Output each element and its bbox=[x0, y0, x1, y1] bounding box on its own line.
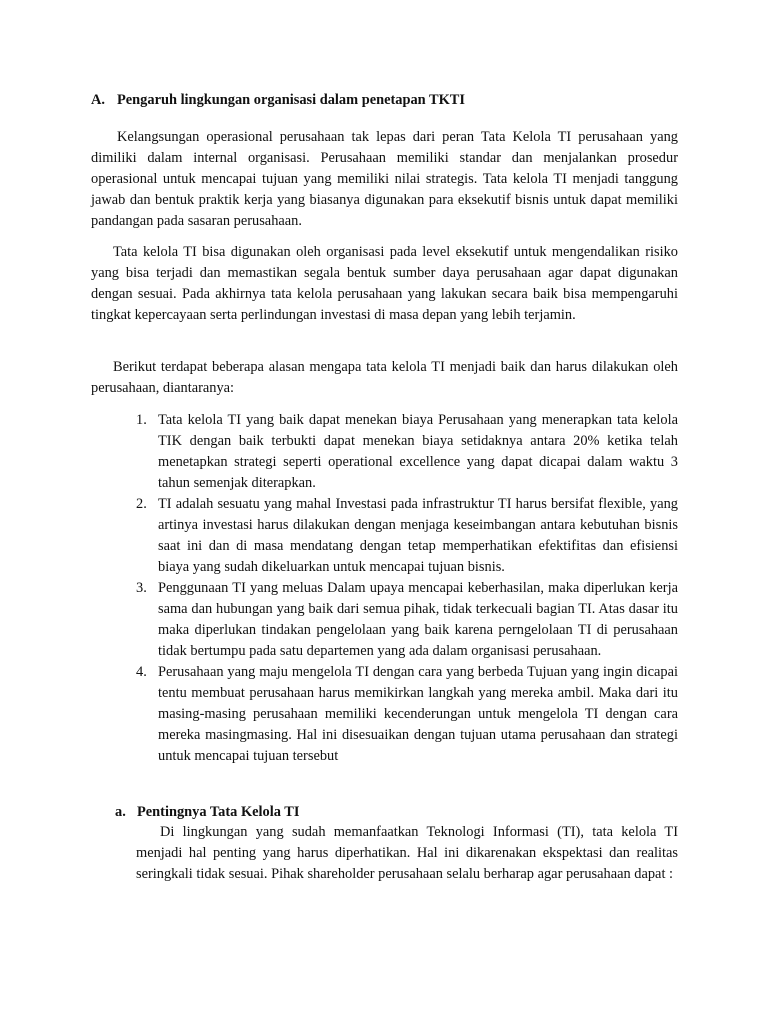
section-number: A. bbox=[91, 92, 105, 108]
paragraph-1: Kelangsungan operasional perusahaan tak lepas dari peran Tata Kelola TI perusahaan yang dimiliki dalam internal organisasi. Perusahaan memiliki standar dan menjalankan prosedur operasional untuk mencapai tujuan yang memiliki nilai strategis. Tata kelola TI menjadi tanggung jawab dan bentuk praktik kerja yang biasanya digunakan para eksekutif bisnis untuk dapat memiliki pandangan pada sasaran perusahaan. bbox=[91, 129, 678, 229]
list-item bbox=[136, 494, 678, 578]
reasons-list bbox=[136, 410, 678, 767]
paragraph-2: Tata kelola TI bisa digunakan oleh organisasi pada level eksekutif untuk mengendalikan risiko yang bisa terjadi dan memastikan segala bentuk sumber daya perusahaan agar dapat digunakan dengan sesuai. Pada akhirnya tata kelola perusahaan yang lakukan secara baik bisa mempengaruhi tingkat kepercayaan serta perlindungan investasi di masa depan yang lebih terjamin. bbox=[91, 244, 678, 323]
paragraph-3: Berikut terdapat beberapa alasan mengapa tata kelola TI menjadi baik dan harus dilakukan oleh perusahaan, diantaranya: bbox=[91, 359, 678, 396]
section-title: Pengaruh lingkungan organisasi dalam penetapan TKTI bbox=[117, 92, 466, 108]
list-item-text: Perusahaan yang maju mengelola TI dengan cara yang berbeda Tujuan yang ingin dicapai tentu membuat perusahaan harus memikirkan langkah yang mereka ambil. Maka dari itu masing-masing perusahaan memiliki kecenderungan untuk mengelola TI dengan cara mereka masingmasing. Hal ini disesuaikan dengan tujuan utama perusahaan dan strategi untuk mencapai tujuan tersebut bbox=[158, 664, 678, 764]
subsection-paragraph: Di lingkungan yang sudah memanfaatkan Teknologi Informasi (TI), tata kelola TI menjadi hal penting yang harus diperhatikan. Hal ini dikarenakan ekspektasi dan realitas seringkali tidak sesuai. Pihak shareholder perusahaan selalu berharap agar perusahaan dapat : bbox=[136, 824, 678, 882]
list-item-text: Penggunaan TI yang meluas Dalam upaya mencapai keberhasilan, maka diperlukan kerja sama dan hubungan yang baik dari semua pihak, tidak terkecuali bagian TI. Atas dasar itu maka diperlukan tindakan pengelolaan yang baik karena perngelolaan TI di perusahaan tidak bertumpu pada satu departemen yang ada dalam organisasi perusahaan. bbox=[158, 580, 678, 659]
subsection-title: Pentingnya Tata Kelola TI bbox=[137, 804, 300, 820]
subsection-number: a. bbox=[115, 804, 126, 820]
list-item-text: TI adalah sesuatu yang mahal Investasi pada infrastruktur TI harus bersifat flexible, yang artinya investasi harus dilakukan dengan menjaga keseimbangan antara kebutuhan bisnis saat ini dan di masa mendatang dengan tetap memperhatikan efektifitas dan efisiensi biaya yang sudah dikeluarkan untuk mencapai tujuan bisnis. bbox=[158, 496, 678, 575]
list-item-text: Tata kelola TI yang baik dapat menekan biaya Perusahaan yang menerapkan tata kelola TIK dengan baik terbukti dapat menekan biaya setidaknya antara 20% ketika telah menetapkan strategi seperti operational excellence yang dapat dicapai dalam waktu 3 tahun semenjak diterapkan. bbox=[158, 412, 678, 491]
list-item-number: 3. bbox=[136, 580, 147, 596]
list-item bbox=[136, 410, 678, 494]
list-item-number: 1. bbox=[136, 412, 147, 428]
list-item-number: 4. bbox=[136, 664, 147, 680]
list-item bbox=[136, 662, 678, 767]
subsection-heading bbox=[115, 802, 299, 823]
list-item bbox=[136, 578, 678, 662]
list-item-number: 2. bbox=[136, 496, 147, 512]
section-heading bbox=[91, 90, 465, 111]
